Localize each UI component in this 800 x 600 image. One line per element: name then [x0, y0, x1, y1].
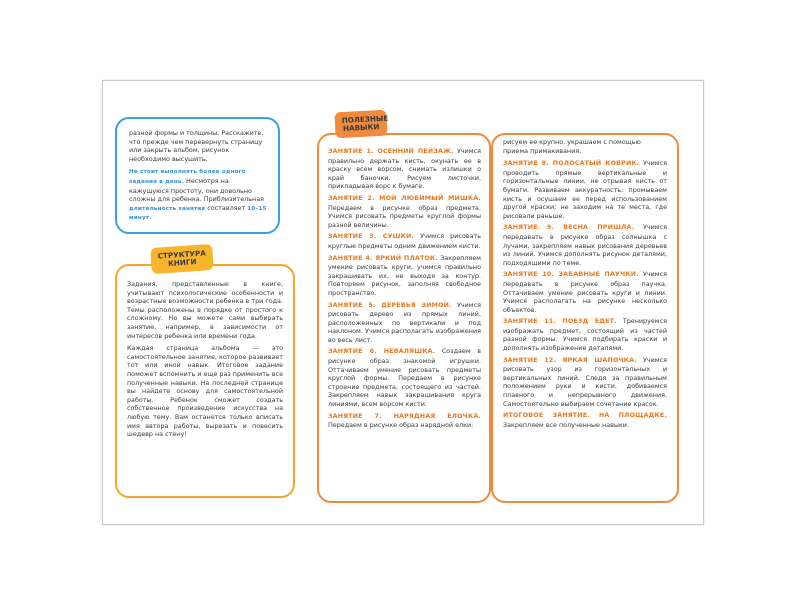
skill-title: ЗАНЯТИЕ 8. ПОЛОСАТЫЙ КОВРИК.: [503, 160, 640, 168]
skill-item: [503, 270, 667, 314]
skill-title: ЗАНЯТИЕ 9. ВЕСНА ПРИШЛА.: [503, 224, 635, 232]
skill-text: Передаем в рисунке образ нарядной елки:: [328, 421, 474, 430]
skill-title: ЗАНЯТИЕ 2. МОЙ ЛЮБИМЫЙ МИШКА.: [328, 194, 481, 202]
skill-text: Закрепляем все полученные навыки.: [503, 420, 629, 429]
skills-column-right: [503, 159, 667, 429]
skill-item: [328, 194, 481, 229]
skill-item: [503, 317, 667, 352]
skill-title: ЗАНЯТИЕ 11. ПОЕЗД ЕДЕТ.: [503, 318, 617, 326]
duration-value: 10–15 минут.: [129, 205, 267, 222]
intro-box: [115, 117, 280, 234]
skill-title: ЗАНЯТИЕ 6. НЕВАЛЯШКА.: [328, 348, 436, 356]
skill-title: ЗАНЯТИЕ 7. НАРЯДНАЯ ЕЛОЧКА.: [328, 412, 481, 420]
skill-text: Тренируемся изображать предмет, состоящий из частей разной формы. Учимся подбирать краски и дополнять изображение деталями.: [503, 317, 667, 353]
structure-tag: СТРУКТУРА КНИГИ: [150, 244, 214, 274]
duration-text: составляет: [207, 203, 246, 212]
skill-item: [503, 159, 667, 220]
intro-tip: [129, 167, 268, 223]
skill-text: Учимся передавать в рисунке образ солнышка с лучами, закрепляем навык рисования деревьев из линий. Учимся дополнять рисунок деталями, подходящими по теме.: [503, 223, 667, 267]
skill-title: ЗАНЯТИЕ 3. СУШКИ.: [328, 233, 415, 241]
skill-text: Закрепляем умение рисовать круги, учимся правильно закрашивать их, не выходя за контур. Повторяем рисунок, заполняя свободное пространство.: [328, 253, 481, 297]
skill-title: ЗАНЯТИЕ 12. ЯРКАЯ ШАПОЧКА.: [503, 356, 637, 364]
skill-title: ЗАНЯТИЕ 4. ЯРКИЙ ПЛАТОК.: [328, 254, 438, 262]
skill-text: Учимся передавать в рисунке образ паучка. Оттачиваем умение рисовать круги и линии. Учимся располагать на рисунке несколько объектов.: [503, 270, 667, 314]
skill-text: Учимся рисовать дерево из прямых линий, расположенных по вертикали и под наклоном. Учимся располагать изображения во весь лист.: [328, 300, 481, 344]
structure-box: [115, 264, 295, 498]
structure-paragraph-2: Каждая страница альбома — это самостоятельное занятие, которое развивает тот или иной навык. Итоговое задание поможет вспомнить и еще раз применить все полученные навыки. На последней странице вы найдете основу для самостоятельной работы. Ребенок сможет создать собственное произведение искусства на любую тему. Вам останется только вписать имя автора работы, вырезать и повесить шедевр на стену!: [127, 344, 284, 439]
skill-item: [328, 254, 481, 298]
skills-box-right: [491, 133, 679, 503]
skills-tag: ПОЛЕЗНЫЕ НАВЫКИ: [334, 110, 387, 139]
skill-text: Учимся рисовать круглые предметы одним движением кисти.: [328, 232, 481, 250]
book-page: [102, 80, 704, 525]
structure-paragraph-1: Задания, представленные в книге, учитывают психологические особенности и возрастные возможности ребенка в три года. Темы расположены в порядке от простого к сложному. Но вы можете сами выбирать занятие, например, в зависимости от интересов ребенка или времени года.: [127, 280, 283, 340]
duration-highlight: длительность занятия: [129, 205, 206, 212]
skill-text: Передаем в рисунке образ предмета. Учимся рисовать предметы круглой формы разной величины.: [328, 203, 481, 229]
skill-text: Учимся рисовать узор из горизонтальных и вертикальных линий. Следя за правильным положением руки и кисти, добиваемся плавного и непрерывного движения. Самостоятельно выбираем сочетание красок.: [503, 355, 667, 408]
skill-item: [328, 301, 481, 345]
skill-title: ЗАНЯТИЕ 10. ЗАБАВНЫЕ ПАУЧКИ.: [503, 271, 639, 279]
skill-item: [503, 223, 667, 267]
skill-item: [503, 411, 667, 429]
skill-item: [503, 356, 667, 409]
skill-item: [328, 347, 481, 408]
skills-box: [317, 133, 491, 503]
skill-title: ЗАНЯТИЕ 1. ОСЕННИЙ ПЕЙЗАЖ.: [328, 148, 454, 155]
skills-column-left: [328, 147, 481, 430]
skill-text: Учимся правильно держать кисть, окунать ее в краску всем ворсом, снимать излишки о край баночки. Рисуем листочки, прикладывая ворс к бумаге.: [328, 147, 481, 191]
skill-text: Учимся проводить прямые вертикальные и горизонтальные линии, не отрывая кисть от бумаги. Развиваем аккуратность: промываем кисть и осушаем ее перед использованием другой краски; не заходим на те места, где рисовали раньше.: [503, 159, 667, 220]
skill-item: [328, 147, 481, 191]
tip-lead: Не: [129, 169, 138, 176]
skill-item: [328, 232, 481, 250]
skills-continuation: рисуем ее крупно, украшаем с помощью приема примакивания.: [503, 138, 641, 155]
skill-item: [328, 412, 481, 430]
intro-paragraph: разной формы и толщины. Расскажите, что прежде чем перевернуть страницу или закрыть альбом, рисунок необходимо высушить.: [129, 129, 264, 163]
skill-title: ЗАНЯТИЕ 5. ДЕРЕВЬЯ ЗИМОЙ.: [328, 301, 452, 309]
skill-text: Создаем в рисунке образ знакомой игрушки. Оттачиваем умение рисовать предметы круглой формы. Передаем в рисунке строение предмета, состоящего из частей. Закрепляем навык закрашивания круга линиями, всем ворсом кисти.: [328, 347, 481, 409]
tip-highlight: стоит выполнять более одного задания в день.: [129, 169, 246, 185]
skill-title: ИТОГОВОЕ ЗАНЯТИЕ. НА ПЛОЩАДКЕ.: [503, 412, 667, 420]
tip-text: Несмотря на кажущуюся простоту, они довольно сложны для ребенка. Приблизительная: [129, 176, 264, 204]
